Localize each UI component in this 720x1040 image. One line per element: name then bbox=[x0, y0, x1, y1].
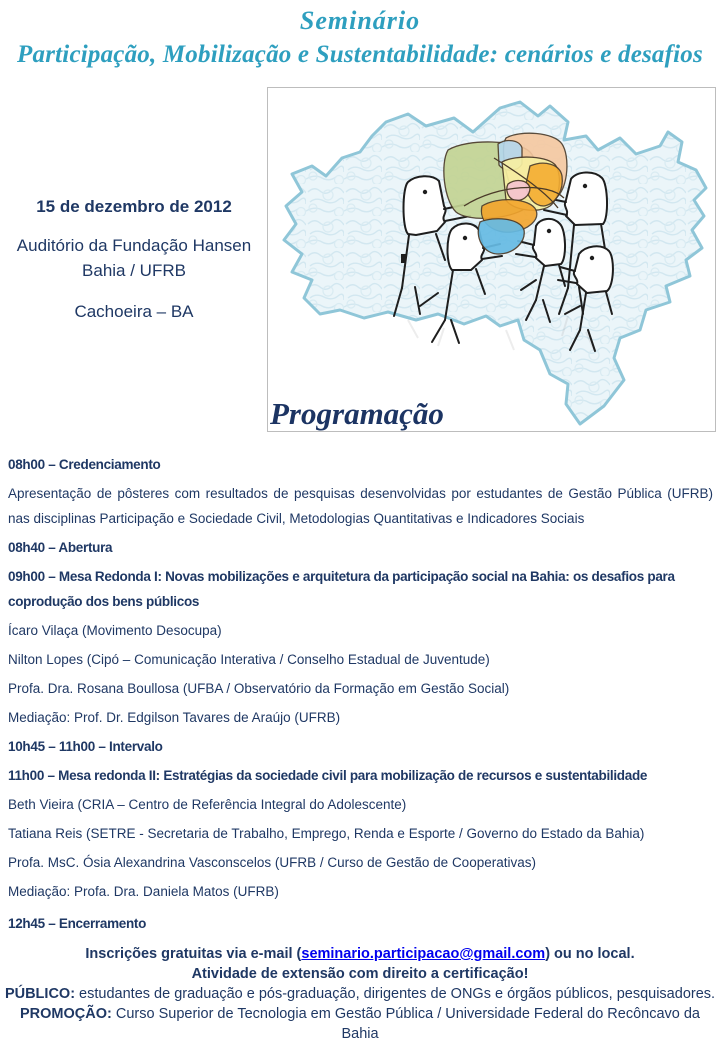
program-schedule bbox=[8, 452, 713, 940]
publico-text: estudantes de graduação e pós-graduação, dirigentes de ONGs e órgãos públicos, pesquisadores. bbox=[75, 986, 716, 1002]
certification-line: Atividade de extensão com direito a certificação! bbox=[191, 966, 529, 982]
email-link[interactable]: seminario.participacao@gmail.com bbox=[301, 946, 546, 962]
program-entry: 09h00 – Mesa Redonda I: Novas mobilizações e arquitetura da participação social na Bahia: os desafios para coprodução dos bens públicos bbox=[8, 569, 675, 609]
event-date: 15 de dezembro de 2012 bbox=[36, 197, 232, 216]
program-entry: 08h40 – Abertura bbox=[8, 540, 113, 555]
header bbox=[0, 6, 720, 69]
promocao-label: PROMOÇÃO: bbox=[20, 1006, 112, 1022]
promocao-line bbox=[0, 1004, 720, 1040]
program-entry: Ícaro Vilaça (Movimento Desocupa) bbox=[8, 623, 222, 638]
event-info bbox=[0, 194, 268, 324]
event-city: Cachoeira – BA bbox=[74, 302, 194, 321]
bahia-map-illustration bbox=[268, 88, 715, 431]
publico-label: PÚBLICO: bbox=[4, 986, 76, 1002]
program-entry: Apresentação de pôsteres com resultados de pesquisas desenvolvidas por estudantes de Gestão Pública (UFRB) nas disciplinas Participação e Sociedade Civil, Metodologias Quantitativas e Indicadores Sociais bbox=[8, 486, 713, 526]
event-venue-line2: Bahia / UFRB bbox=[82, 261, 186, 280]
program-entry: Mediação: Prof. Dr. Edgilson Tavares de Araújo (UFRB) bbox=[8, 710, 341, 725]
program-entry: Beth Vieira (CRIA – Centro de Referência Integral do Adolescente) bbox=[8, 797, 407, 812]
footer bbox=[0, 944, 720, 1040]
publico-line bbox=[0, 984, 720, 1004]
program-entry: Tatiana Reis (SETRE - Secretaria de Trabalho, Emprego, Renda e Esporte / Governo do Estado da Bahia) bbox=[8, 826, 645, 841]
seminar-kicker: Seminário bbox=[299, 6, 421, 35]
registration-suffix: ) ou no local. bbox=[545, 946, 635, 962]
illustration-frame bbox=[267, 87, 716, 432]
program-entry: 10h45 – 11h00 – Intervalo bbox=[8, 739, 163, 754]
seminar-title: Participação, Mobilização e Sustentabilidade: cenários e desafios bbox=[17, 41, 703, 68]
program-entry: Nilton Lopes (Cipó – Comunicação Interativa / Conselho Estadual de Juventude) bbox=[8, 652, 490, 667]
promocao-text: Curso Superior de Tecnologia em Gestão Pública / Universidade Federal do Recôncavo da Bahia bbox=[111, 1006, 700, 1040]
program-entry: 11h00 – Mesa redonda II: Estratégias da sociedade civil para mobilização de recursos e sustentabilidade bbox=[8, 768, 648, 783]
registration-line bbox=[0, 944, 720, 964]
program-entry: Profa. Dra. Rosana Boullosa (UFBA / Observatório da Formação em Gestão Social) bbox=[8, 681, 510, 696]
program-entry: 12h45 – Encerramento bbox=[8, 916, 147, 931]
registration-prefix: Inscrições gratuitas via e-mail ( bbox=[85, 946, 302, 962]
program-entry: Profa. MsC. Ósia Alexandrina Vasconscelos (UFRB / Curso de Gestão de Cooperativas) bbox=[8, 855, 536, 870]
event-venue-line1: Auditório da Fundação Hansen bbox=[16, 236, 252, 255]
program-entry: 08h00 – Credenciamento bbox=[8, 457, 161, 472]
section-title-programacao: Programação bbox=[270, 396, 444, 431]
program-entry: Mediação: Profa. Dra. Daniela Matos (UFRB) bbox=[8, 884, 279, 899]
